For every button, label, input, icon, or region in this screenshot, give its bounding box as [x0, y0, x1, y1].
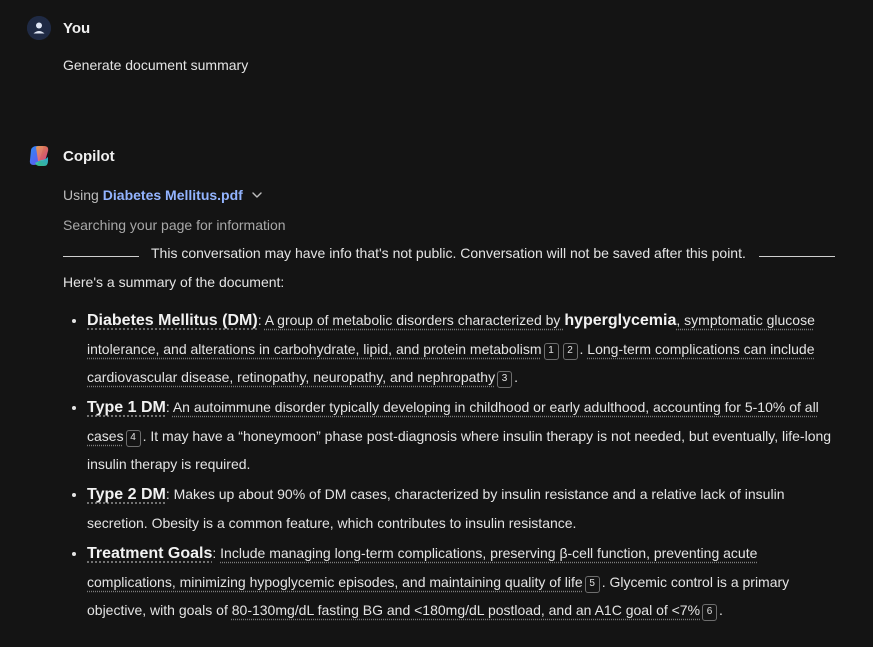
- citation-6[interactable]: 6: [702, 604, 717, 621]
- bullet-text: .: [514, 369, 518, 385]
- source-file-link[interactable]: Diabetes Mellitus.pdf: [102, 187, 243, 203]
- list-item: [87, 393, 833, 478]
- user-message-text: Generate document summary: [63, 57, 249, 73]
- cited-text: Include managing long-term complications, preserving β-cell function, preventing acute complications, minimizing hypoglycemic episodes, and maintaining quality of life: [87, 545, 758, 590]
- citation-4[interactable]: 4: [126, 430, 141, 447]
- bullet-text: :: [212, 545, 221, 561]
- citation-5[interactable]: 5: [585, 576, 600, 593]
- citation-1[interactable]: 1: [544, 343, 559, 360]
- bullet-term: Type 2 DM: [87, 486, 166, 503]
- bullet-text: : Makes up about 90% of DM cases, characterized by insulin resistance and a relative lack of insulin secretion. Obesity is a common feature, which contributes to insulin resistance.: [87, 486, 785, 531]
- user-sender-name: You: [63, 19, 91, 37]
- list-item: [87, 539, 833, 624]
- summary-intro: Here's a summary of the document:: [63, 274, 285, 290]
- person-icon: [27, 16, 51, 40]
- list-item: [87, 306, 833, 391]
- bullet-text: . Glycemic control is a primary objective, with goals of: [87, 574, 790, 618]
- privacy-divider-right: [759, 256, 835, 257]
- bullet-text: :: [165, 399, 173, 415]
- user-message-header: [27, 16, 90, 40]
- cited-text: 80-130mg/dL fasting BG and <180mg/dL postload, and an A1C goal of <7%: [231, 602, 701, 618]
- summary-list: [63, 306, 833, 626]
- chevron-down-icon[interactable]: [251, 189, 263, 201]
- copilot-message-header: [27, 144, 115, 168]
- bullet-term: Type 1 DM: [87, 399, 166, 416]
- bullet-text: .: [719, 602, 723, 618]
- bullet-term: Treatment Goals: [87, 545, 213, 562]
- cited-text: Long-term complications can include cardiovascular disease, retinopathy, neuropathy, and nephropathy: [87, 341, 815, 385]
- bullet-text: .: [579, 341, 588, 357]
- privacy-notice: This conversation may have info that's not public. Conversation will not be saved after this point.: [151, 245, 746, 261]
- bullet-text: :: [257, 312, 265, 328]
- citation-2[interactable]: 2: [563, 343, 578, 360]
- source-document-line: [63, 187, 263, 203]
- cited-text: An autoimmune disorder typically developing in childhood or early adulthood, accounting for 5-10% of all cases: [87, 399, 819, 444]
- privacy-divider-left: [63, 256, 139, 257]
- bullet-term: Diabetes Mellitus (DM): [87, 312, 258, 329]
- cited-text: , symptomatic glucose intolerance, and alterations in carbohydrate, lipid, and protein metabolism: [87, 312, 815, 357]
- list-item: [87, 480, 833, 537]
- copilot-logo-icon: [27, 144, 51, 168]
- citation-3[interactable]: 3: [497, 371, 512, 388]
- using-label: Using: [63, 187, 99, 203]
- cited-text: A group of metabolic disorders characterized by: [264, 312, 565, 328]
- bullet-text: . It may have a “honeymoon” phase post-diagnosis where insulin therapy is not needed, but eventually, life-long insulin therapy is required.: [87, 428, 832, 472]
- highlighted-term: hyperglycemia: [564, 312, 677, 329]
- searching-status: Searching your page for information: [63, 217, 286, 233]
- copilot-sender-name: Copilot: [63, 147, 115, 165]
